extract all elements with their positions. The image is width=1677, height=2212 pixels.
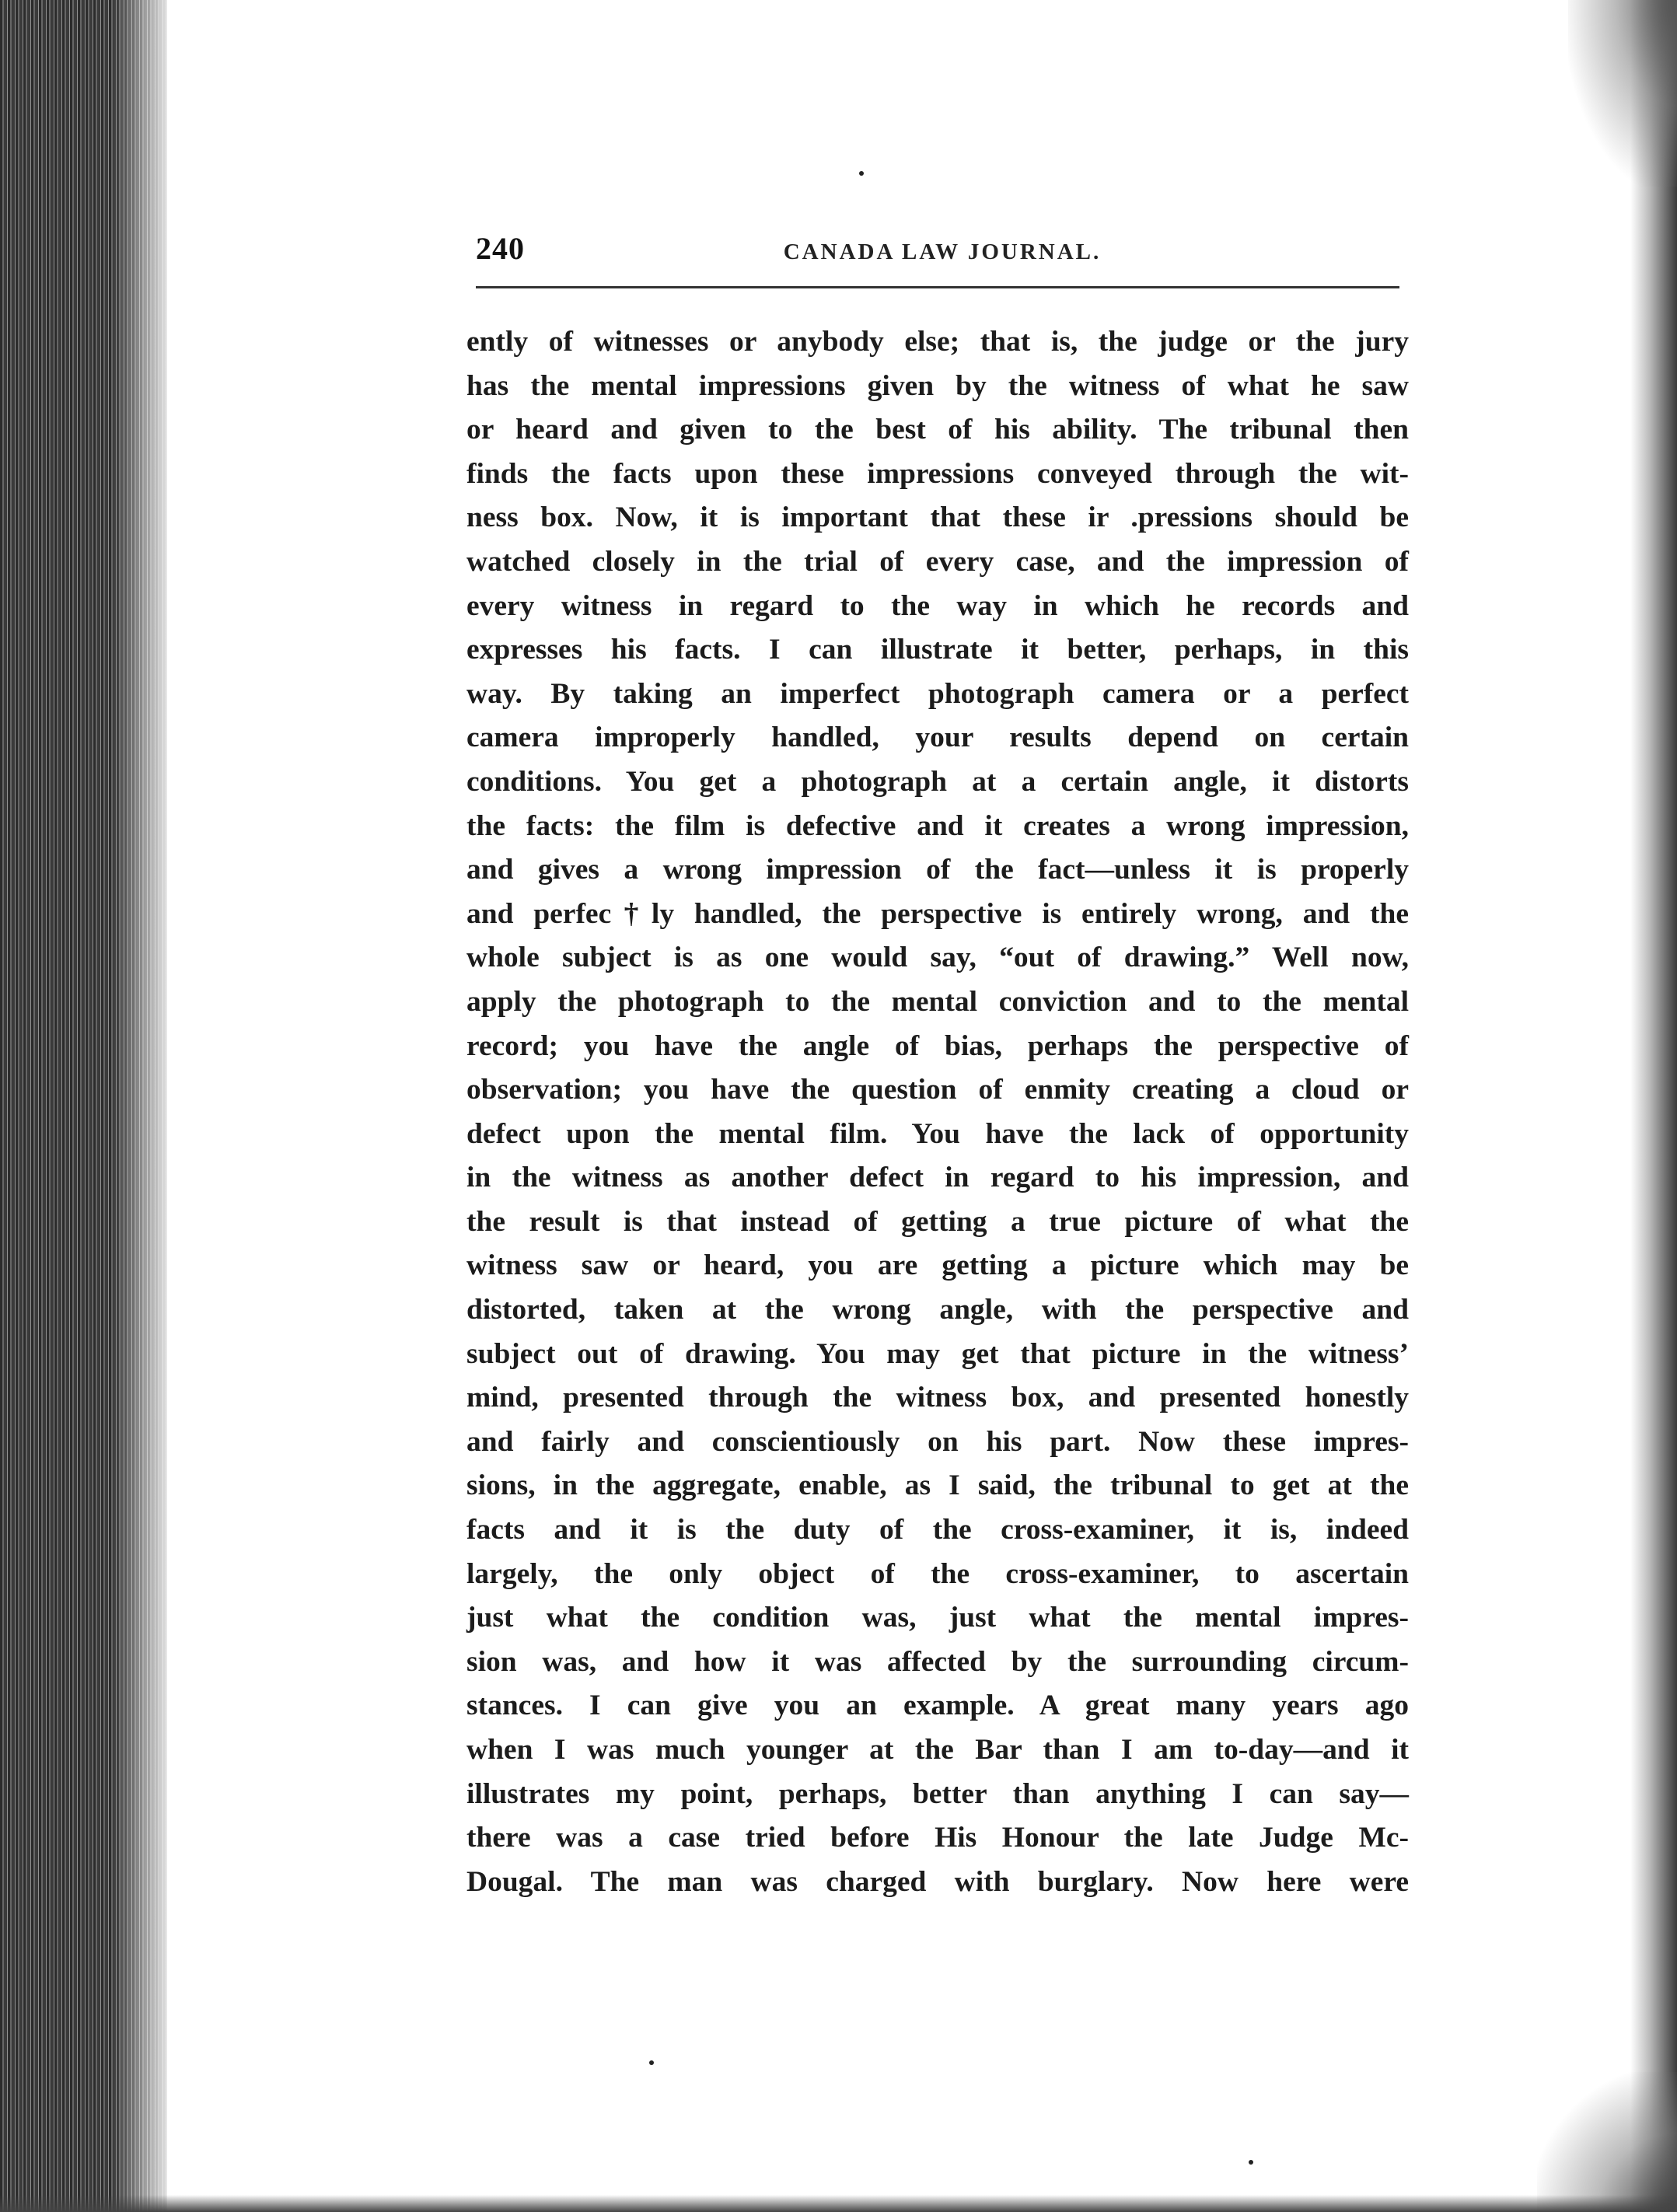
- text-line: and perfec†ly handled, the perspective is entirely wrong, and the: [466, 897, 1409, 930]
- text-line: expresses his facts. I can illustrate it better, perhaps, in this: [466, 634, 1409, 666]
- text-line: sion was, and how it was affected by the surrounding circum-: [466, 1645, 1409, 1678]
- text-line: record; you have the angle of bias, perhaps the perspective of: [466, 1029, 1409, 1062]
- text-line: and gives a wrong impression of the fact—unless it is properly: [466, 854, 1409, 886]
- text-line: when I was much younger at the Bar than I am to-day—and it: [466, 1734, 1409, 1766]
- scanned-binding-edge-left: [0, 0, 167, 2212]
- text-line: finds the facts upon these impressions conveyed through the wit-: [466, 457, 1409, 490]
- text-line: sions, in the aggregate, enable, as I said, the tribunal to get at the: [466, 1469, 1409, 1502]
- text-line: apply the photograph to the mental conviction and to the mental: [466, 985, 1409, 1018]
- text-line: the result is that instead of getting a true picture of what the: [466, 1205, 1409, 1238]
- text-line: or heard and given to the best of his ability. The tribunal then: [466, 414, 1409, 446]
- text-line: camera improperly handled, your results depend on certain: [466, 722, 1409, 754]
- text-line: distorted, taken at the wrong angle, with the perspective and: [466, 1294, 1409, 1326]
- text-line: the facts: the film is defective and it creates a wrong impression,: [466, 809, 1409, 842]
- scan-speck: [859, 171, 864, 176]
- text-line: defect upon the mental film. You have the lack of opportunity: [466, 1117, 1409, 1150]
- text-line: has the mental impressions given by the witness of what he saw: [466, 369, 1409, 402]
- text-line: subject out of drawing. You may get that picture in the witness’: [466, 1337, 1409, 1370]
- body-text: [466, 320, 1409, 1904]
- header-rule: [476, 286, 1399, 288]
- text-line: just what the condition was, just what the mental impres-: [466, 1602, 1409, 1634]
- text-line: largely, the only object of the cross-examiner, to ascertain: [466, 1557, 1409, 1590]
- text-line: ently of witnesses or anybody else; that is, the judge or the jury: [466, 326, 1409, 358]
- text-line: and fairly and conscientiously on his part. Now these impres-: [466, 1425, 1409, 1458]
- text-line: Dougal. The man was charged with burglary. Now here were: [466, 1865, 1409, 1898]
- text-line: in the witness as another defect in regard to his impression, and: [466, 1162, 1409, 1194]
- text-line: witness saw or heard, you are getting a picture which may be: [466, 1249, 1409, 1282]
- text-line: there was a case tried before His Honour the late Judge Mc-: [466, 1822, 1409, 1854]
- text-line: every witness in regard to the way in which he records and: [466, 589, 1409, 622]
- text-line: ness box. Now, it is important that these ir .pressions should be: [466, 501, 1409, 534]
- running-head: CANADA LAW JOURNAL.: [783, 239, 1102, 264]
- text-line: watched closely in the trial of every case, and the impression of: [466, 545, 1409, 578]
- page-header: [476, 225, 1409, 272]
- text-line: illustrates my point, perhaps, better than anything I can say—: [466, 1777, 1409, 1810]
- scan-speck: [649, 2060, 654, 2065]
- scan-speck: [1249, 2160, 1253, 2165]
- scan-shadow-bottom: [0, 2195, 1677, 2212]
- text-line: mind, presented through the witness box, and presented honestly: [466, 1382, 1409, 1414]
- text-line: facts and it is the duty of the cross-examiner, it is, indeed: [466, 1514, 1409, 1546]
- text-line: whole subject is as one would say, “out of drawing.” Well now,: [466, 942, 1409, 974]
- scanned-page-edge-right: [1630, 0, 1677, 2212]
- scan-shadow-bottom-right: [1537, 2072, 1677, 2212]
- text-line: conditions. You get a photograph at a certain angle, it distorts: [466, 765, 1409, 798]
- page-number: 240: [476, 231, 525, 266]
- text-line: observation; you have the question of enmity creating a cloud or: [466, 1074, 1409, 1106]
- scan-shadow-top-right: [1568, 0, 1677, 187]
- text-line: stances. I can give you an example. A great many years ago: [466, 1690, 1409, 1722]
- text-line: way. By taking an imperfect photograph camera or a perfect: [466, 677, 1409, 710]
